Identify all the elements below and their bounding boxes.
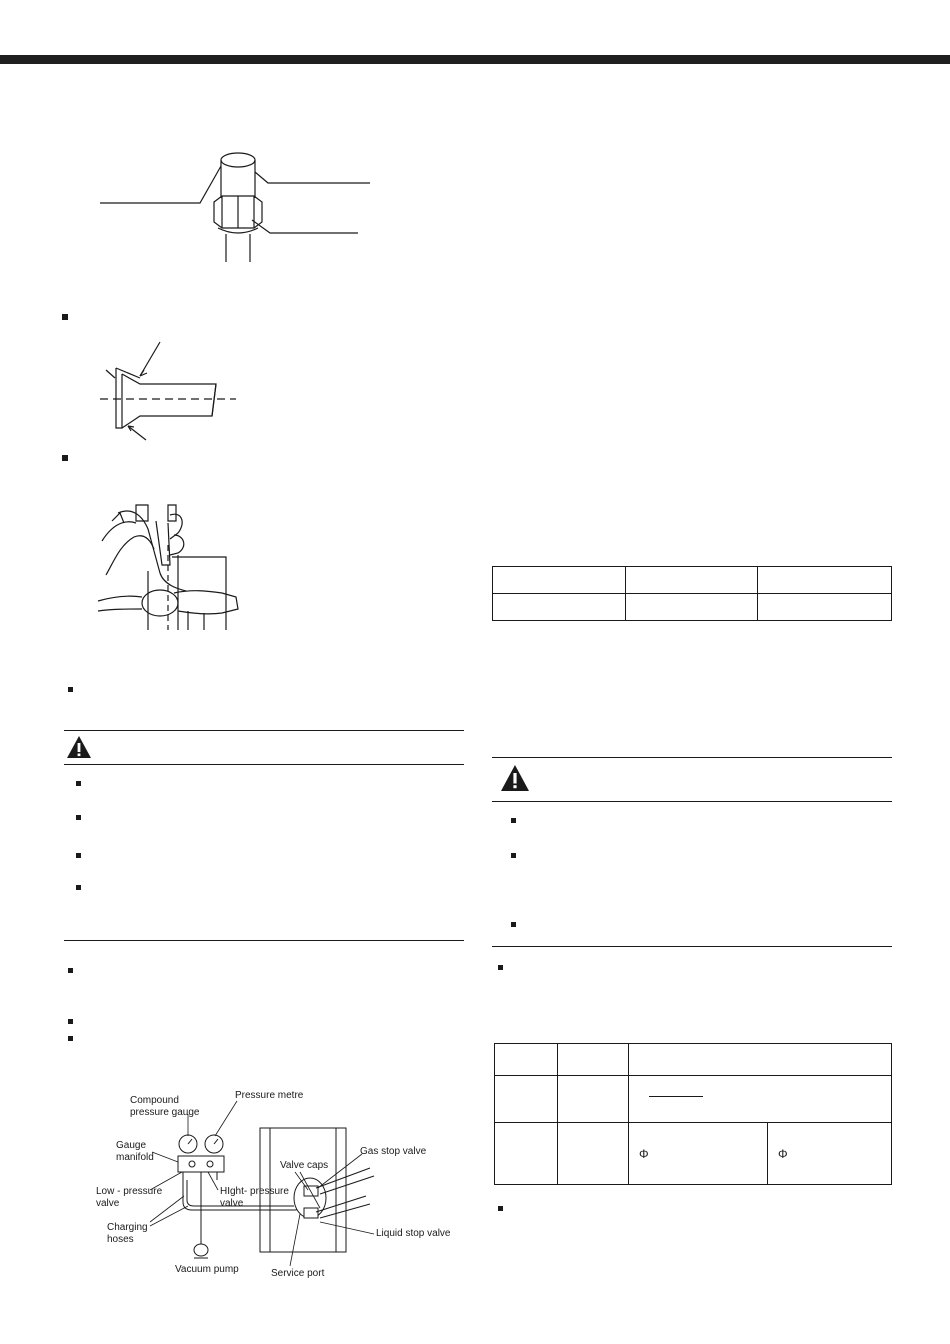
refrigerant-table	[494, 1043, 892, 1185]
warning-box-top-rule	[492, 757, 892, 758]
gauge-manifold-label: Gauge manifold	[116, 1140, 154, 1163]
pressure-metre-label: Pressure metre	[235, 1090, 304, 1101]
service-port-label: Service port	[271, 1268, 325, 1279]
warning-box-bottom-rule	[492, 946, 892, 947]
diameter-symbol: Φ	[778, 1146, 788, 1161]
bullet	[511, 853, 516, 858]
warning-triangle-icon	[500, 764, 530, 792]
compound-gauge-label: Compound pressure gauge	[130, 1095, 200, 1118]
high-pressure-valve-label: HIght- pressure valve	[220, 1186, 289, 1209]
bullet	[511, 922, 516, 927]
torque-table	[492, 566, 892, 621]
diameter-symbol: Φ	[639, 1146, 649, 1161]
charging-hoses-label: Charging hoses	[107, 1222, 148, 1245]
low-pressure-valve-label: Low - pressure valve	[96, 1186, 163, 1209]
underline-mark	[649, 1096, 703, 1097]
gas-stop-valve-label: Gas stop valve	[360, 1146, 427, 1157]
bullet	[511, 818, 516, 823]
liquid-stop-valve-label: Liquid stop valve	[376, 1228, 451, 1239]
bullet	[498, 1206, 503, 1211]
warning-box-header-rule	[492, 801, 892, 802]
vacuum-pump-label: Vacuum pump	[175, 1264, 239, 1275]
bullet	[498, 965, 503, 970]
valve-caps-label: Valve caps	[280, 1160, 329, 1171]
